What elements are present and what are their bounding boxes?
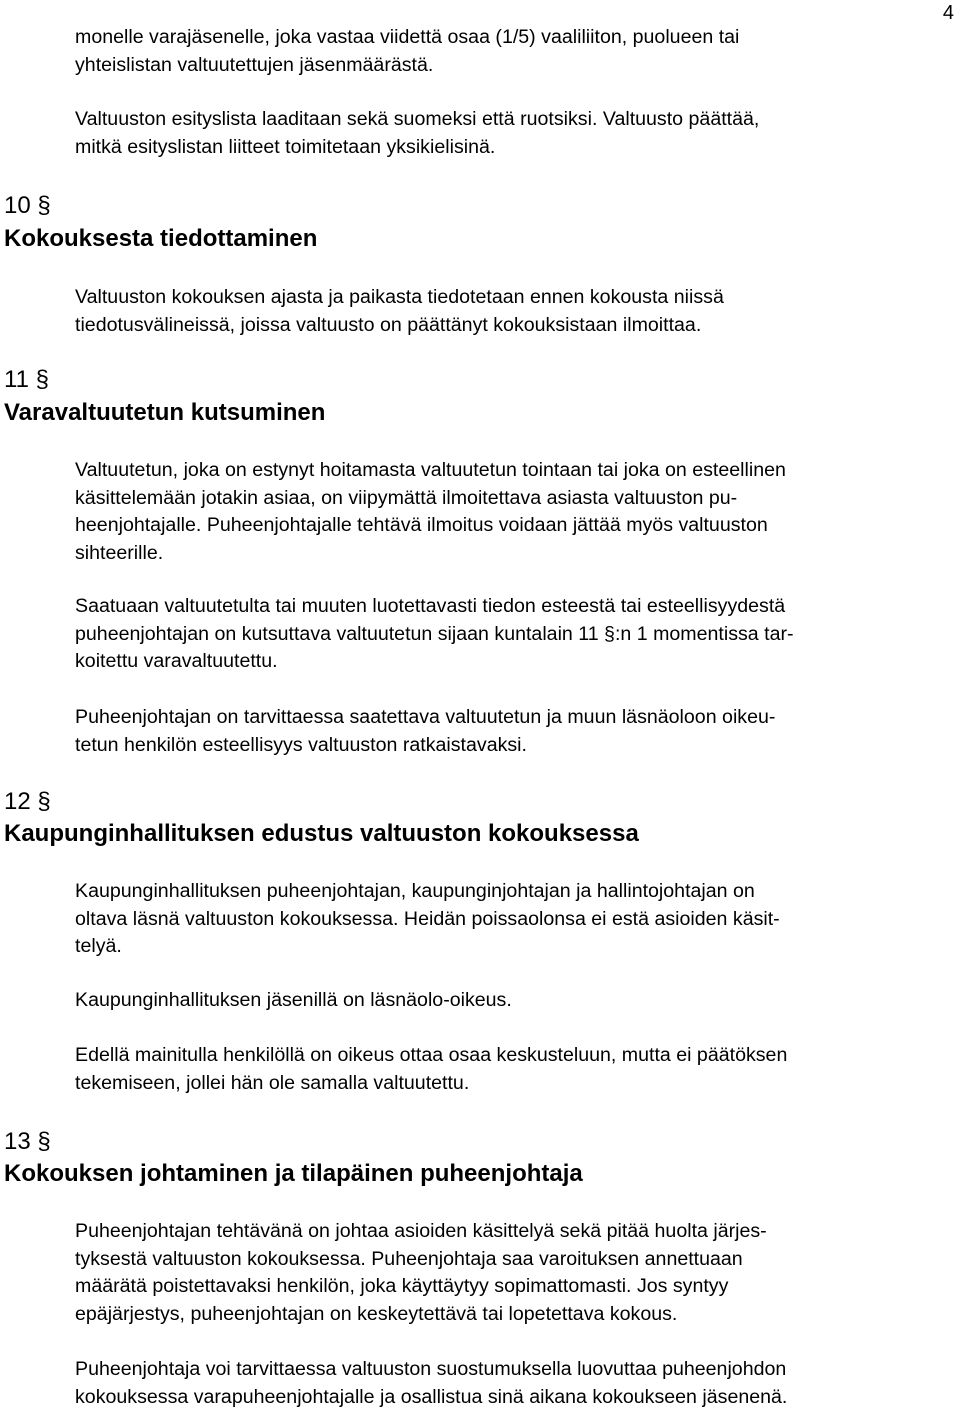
section-10-paragraph-1: Valtuuston kokouksen ajasta ja paikasta tiedotetaan ennen kokousta niissä tiedotusvälineissä, joissa valtuusto on päättänyt kokouksistaan ilmoittaa. bbox=[75, 286, 724, 336]
section-11-paragraph-2: Saatuaan valtuutetulta tai muuten luotettavasti tiedon esteestä tai esteellisyydestä puheenjohtajan on kutsuttava valtuutetun sijaan kuntalain 11 §:n 1 momentissa tar- koitettu varavaltuutettu. bbox=[75, 595, 794, 672]
section-12-paragraph-2: Kaupunginhallituksen jäsenillä on läsnäolo-oikeus. bbox=[75, 989, 512, 1011]
section-11-title: Varavaltuutetun kutsuminen bbox=[4, 399, 326, 426]
section-10-number: 10 § bbox=[4, 192, 51, 219]
section-13-paragraph-2: Puheenjohtaja voi tarvittaessa valtuuston suostumuksella luovuttaa puheenjohdon kokouksessa varapuheenjohtajalle ja osallistua sinä aikana kokoukseen jäsenenä. bbox=[75, 1358, 788, 1408]
section-11-number: 11 § bbox=[4, 366, 49, 393]
section-12-paragraph-3: Edellä mainitulla henkilöllä on oikeus ottaa osaa keskusteluun, mutta ei päätöksen tekemiseen, jollei hän ole samalla valtuutettu. bbox=[75, 1044, 788, 1094]
section-13-paragraph-1: Puheenjohtajan tehtävänä on johtaa asioiden käsittelyä sekä pitää huolta järjes- tyksestä valtuuston kokouksessa. Puheenjohtaja saa varoituksen annettuaan määrätä poistettavaksi henkilön, joka käyttäytyy sopimattomasti. Jos syntyy epäjärjestys, puheenjohtajan on keskeytettävä tai lopetettava kokous. bbox=[75, 1220, 767, 1325]
section-12-number: 12 § bbox=[4, 788, 51, 815]
section-12-paragraph-1: Kaupunginhallituksen puheenjohtajan, kaupunginjohtajan ja hallintojohtajan on oltava läsnä valtuuston kokouksessa. Heidän poissaolonsa ei estä asioiden käsit- telyä. bbox=[75, 880, 780, 957]
section-10-title: Kokouksesta tiedottaminen bbox=[4, 225, 318, 252]
section-11-paragraph-3: Puheenjohtajan on tarvittaessa saatettava valtuutetun ja muun läsnäoloon oikeu- tetun henkilön esteellisyys valtuuston ratkaistavaksi. bbox=[75, 706, 776, 756]
section-12-title: Kaupunginhallituksen edustus valtuuston kokouksessa bbox=[4, 820, 639, 847]
section-13-title: Kokouksen johtaminen ja tilapäinen puheenjohtaja bbox=[4, 1160, 583, 1187]
section-13-number: 13 § bbox=[4, 1128, 51, 1155]
intro-paragraph-1: monelle varajäsenelle, joka vastaa viidettä osaa (1/5) vaaliliiton, puolueen tai yhteislistan valtuutettujen jäsenmäärästä. bbox=[75, 26, 740, 76]
page-number: 4 bbox=[942, 2, 954, 24]
section-11-paragraph-1: Valtuutetun, joka on estynyt hoitamasta valtuutetun tointaan tai joka on esteellinen käsittelemään jotakin asiaa, on viipymättä ilmoitettava asiasta valtuuston pu- heenjohtajalle. Puheenjohtajalle tehtävä ilmoitus voidaan jättää myös valtuuston sihteerille. bbox=[75, 459, 786, 564]
intro-paragraph-2: Valtuuston esityslista laaditaan sekä suomeksi että ruotsiksi. Valtuusto päättää, mitkä esityslistan liitteet toimitetaan yksikielisinä. bbox=[75, 108, 760, 158]
